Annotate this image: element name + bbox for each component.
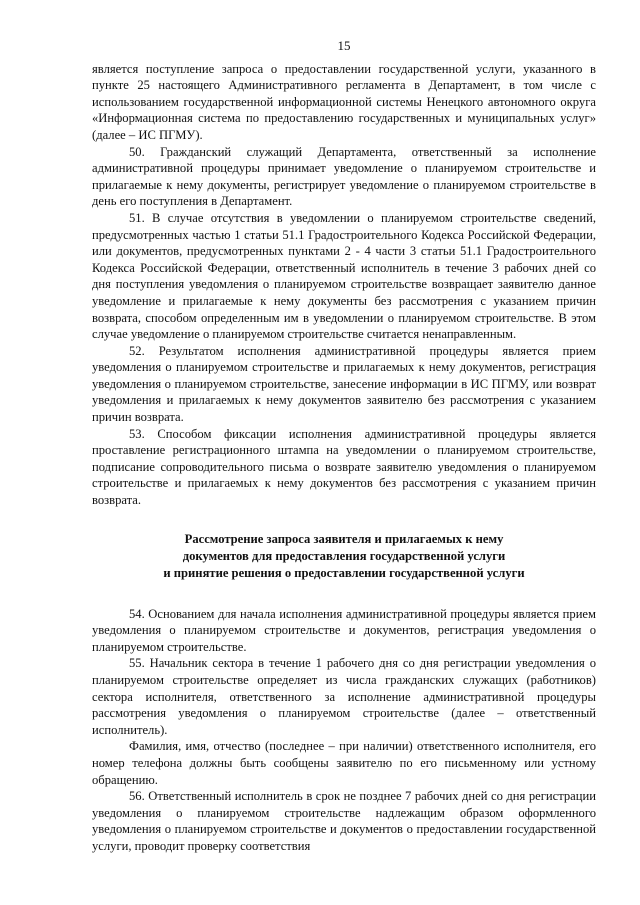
body-text-after xyxy=(92,606,596,855)
section-heading xyxy=(92,531,596,582)
paragraph-50: 50. Гражданский служащий Департамента, ответственный за исполнение административной процедуры принимает уведомление о планируемом строительстве и прилагаемые к нему документы, регистрирует уведомление о планируемом строительстве в день его поступления в Департамент. xyxy=(92,144,596,209)
paragraph-contact: Фамилия, имя, отчество (последнее – при наличии) ответственного исполнителя, его номер телефона должны быть сообщены заявителю по его письменному или устному обращению. xyxy=(92,739,596,787)
section-heading-line-3: и принятие решения о предоставлении государственной услуги xyxy=(163,565,525,580)
paragraph-55: 55. Начальник сектора в течение 1 рабочего дня со дня регистрации уведомления о планируемом строительстве определяет из числа гражданских служащих (работников) сектора исполнителя, ответственного за исполнение административной процедуры рассмотрения уведомления о планируемом строительстве (далее – ответственный исполнитель). xyxy=(92,656,596,737)
paragraph-53: 53. Способом фиксации исполнения административной процедуры является проставление регистрационного штампа на уведомлении о планируемом строительстве, подписание сопроводительного письма о возврате заявителю уведомления о планируемом строительстве и прилагаемых к нему документов без рассмотрения с указанием причин возврата. xyxy=(92,426,596,508)
page-number: 15 xyxy=(337,38,351,53)
section-heading-line-1: Рассмотрение запроса заявителя и прилагаемых к нему xyxy=(184,531,504,546)
section-heading-line-2: документов для предоставления государственной услуги xyxy=(182,548,506,563)
paragraph-56: 56. Ответственный исполнитель в срок не позднее 7 рабочих дней со дня регистрации уведомления о планируемом строительстве надлежащим образом оформленного уведомления о планируемом строительстве и документов о предоставлении государственной услуги, проводит проверку соответствия xyxy=(92,789,596,853)
paragraph-continuation: является поступление запроса о предоставлении государственной услуги, указанного в пункте 25 настоящего Административного регламента в Департамент, в том числе с использованием государственной информационной системы Ненецкого автономного округа «Информационная система по предоставлению государственных и муниципальных услуг» (далее – ИС ПГМУ). xyxy=(92,61,596,142)
paragraph-52: 52. Результатом исполнения административной процедуры является прием уведомления о планируемом строительстве и прилагаемых к нему документов, регистрация уведомления о планируемом строительстве, занесение информации в ИС ПГМУ, или возврат уведомления и прилагаемых к нему документов заявителю без рассмотрения с указанием причин возврата. xyxy=(92,343,596,425)
paragraph-54: 54. Основанием для начала исполнения административной процедуры является прием уведомления о планируемом строительстве и документов, регистрация уведомления о планируемом строительстве. xyxy=(92,606,596,654)
body-text-before xyxy=(92,61,596,509)
paragraph-51: 51. В случае отсутствия в уведомлении о планируемом строительстве сведений, предусмотренных частью 1 статьи 51.1 Градостроительного Кодекса Российской Федерации, или документов, предусмотренных пунктами 2 - 4 части 3 статьи 51.1 Градостроительного Кодекса Российской Федерации, ответственный исполнитель в течение 3 рабочих дней со дня поступления уведомления о планируемом строительстве возвращает заявителю данное уведомление и прилагаемые к нему документы без рассмотрения с указанием причин возврата, способом определенным им в уведомлении о планируемом строительстве. В этом случае уведомление о планируемом строительстве считается ненаправленным. xyxy=(92,210,596,342)
